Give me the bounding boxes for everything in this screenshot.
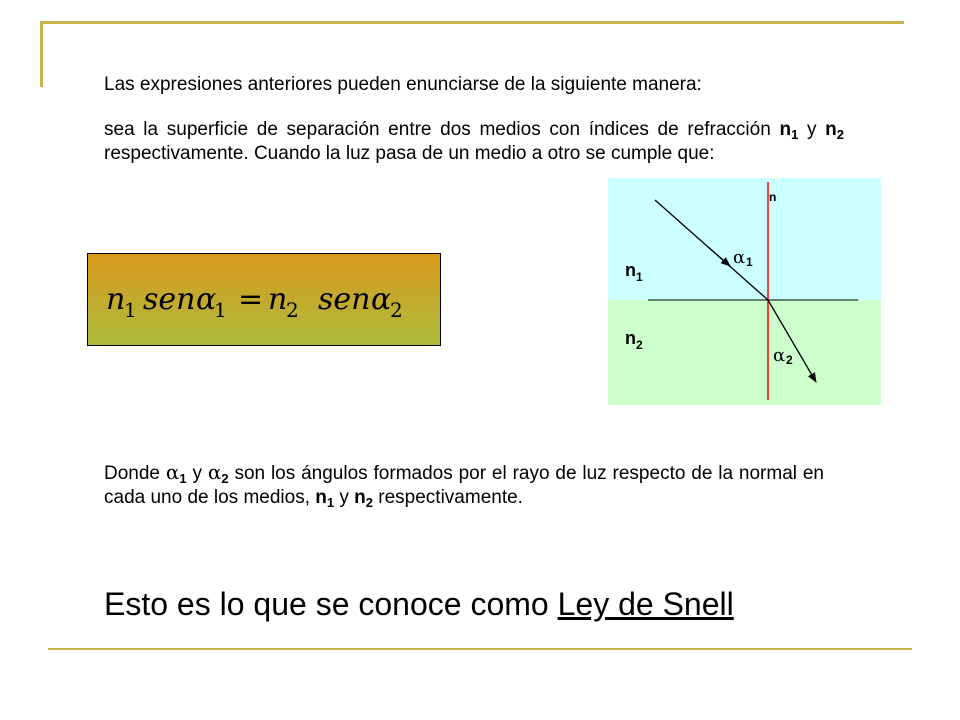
frame-bottom-line [48,648,912,650]
refraction-diagram [608,178,881,405]
formula-alpha1: α [196,282,217,317]
medium1-label: n [625,260,636,280]
formula-n2-sub: 2 [286,298,299,322]
formula-alpha1-sub: 1 [214,298,227,322]
snell-law-link[interactable]: Ley de Snell [557,586,734,622]
formula-n1-letter: n [106,282,126,317]
medium2-label: n [625,328,636,348]
formula-n2-letter: n [268,282,288,317]
formula-alpha2: α [371,282,392,317]
definition-paragraph: sea la superficie de separación entre dos medios con índices de refracción $n_1$ y $n_2$ respectivamente. Cuando la luz pasa de un medio a otro se cumple que: [104,119,844,164]
frame-top-line [40,21,904,24]
formula-n1-sub: 1 [124,298,137,322]
formula-sen2: sen [318,282,371,317]
explanation-paragraph: Donde $\alpha_1$ y $\alpha_2$ son los ángulos formados por el rayo de luz respecto de la normal en cada uno de los medios, $n_1$ y $n_2$ respectivamente. [104,460,824,510]
formula-sen1: sen [143,282,196,317]
conclusion-line: Esto es lo que se conoce como Ley de Snell [104,586,734,622]
angle1-sub: 1 [746,255,753,269]
angle1-label: α [733,247,746,268]
medium1-sub: 1 [636,270,643,284]
angle2-sub: 2 [786,353,793,367]
intro-paragraph: Las expresiones anteriores pueden enunciarse de la siguiente manera: [104,74,702,95]
medium2-region [608,300,881,405]
snell-formula [88,254,442,347]
formula-alpha2-sub: 2 [390,298,403,322]
medium2-sub: 2 [636,338,643,352]
normal-label: n [769,190,777,204]
formula-equals: = [238,282,264,317]
angle2-label: α [773,345,786,366]
frame-left-line [40,21,43,87]
medium1-region [608,178,881,300]
snell-formula-box [87,253,441,346]
